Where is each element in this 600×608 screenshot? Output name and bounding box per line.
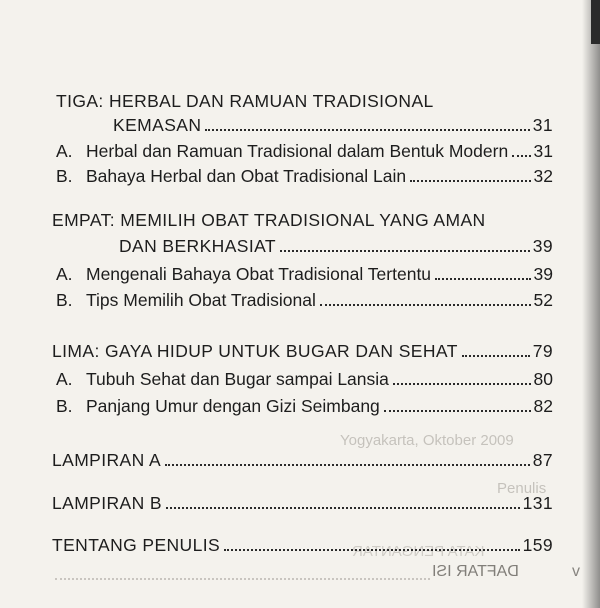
entry-letter: A. bbox=[56, 369, 73, 389]
page-number: 32 bbox=[533, 166, 553, 186]
toc-tentang-penulis bbox=[52, 533, 553, 557]
toc-chapter-lima-title bbox=[52, 339, 553, 363]
show-through-date-text: Yogyakarta, Oktober 2009 bbox=[340, 432, 514, 449]
toc-entry-empat-a bbox=[52, 262, 553, 286]
toc-entry-empat-b bbox=[52, 288, 553, 312]
dot-leader bbox=[384, 410, 531, 412]
page-number: 39 bbox=[532, 236, 553, 256]
show-through-signature-text: Penulis bbox=[497, 480, 547, 497]
page-edge-shadow bbox=[582, 0, 600, 608]
toc-lampiran-a bbox=[52, 448, 553, 472]
dot-leader bbox=[166, 507, 520, 509]
dot-leader bbox=[224, 549, 520, 551]
page-number: 131 bbox=[522, 493, 553, 513]
entry-letter: B. bbox=[56, 166, 73, 186]
entry-letter: B. bbox=[56, 396, 73, 416]
dot-leader bbox=[320, 304, 531, 306]
dot-leader bbox=[205, 129, 529, 131]
toc-chapter-tiga-title-cont bbox=[52, 113, 553, 137]
dot-leader bbox=[410, 180, 530, 182]
toc-chapter-empat-title bbox=[52, 208, 553, 232]
page-number: 87 bbox=[532, 450, 553, 470]
page-number: 39 bbox=[533, 264, 553, 284]
entry-text: Panjang Umur dengan Gizi Seimbang bbox=[86, 396, 380, 416]
toc-lampiran-b bbox=[52, 491, 553, 515]
show-through-dotted-line bbox=[55, 578, 430, 580]
page-number: 79 bbox=[532, 341, 553, 361]
toc-entry-tiga-a bbox=[52, 139, 553, 163]
entry-text: Tubuh Sehat dan Bugar sampai Lansia bbox=[86, 369, 389, 389]
chapter-title-cont: DAN BERKHASIAT bbox=[119, 236, 276, 256]
page-number: 52 bbox=[533, 290, 553, 310]
entry-letter: B. bbox=[56, 290, 73, 310]
page-number: 80 bbox=[533, 369, 553, 389]
entry-text: Bahaya Herbal dan Obat Tradisional Lain bbox=[86, 166, 407, 186]
toc-chapter-empat-title-cont bbox=[52, 234, 553, 258]
chapter-title-cont: KEMASAN bbox=[113, 115, 202, 135]
page-edge-mark bbox=[591, 0, 600, 44]
chapter-title: EMPAT: MEMILIH OBAT TRADISIONAL YANG AMAN bbox=[52, 210, 486, 230]
entry-title: LAMPIRAN A bbox=[52, 450, 162, 470]
dot-leader bbox=[165, 464, 530, 466]
show-through-page-number bbox=[572, 563, 580, 581]
dot-leader bbox=[462, 355, 530, 357]
entry-text: Mengenali Bahaya Obat Tradisional Tertentu bbox=[86, 264, 432, 284]
entry-text: Herbal dan Ramuan Tradisional dalam Bentuk Modern bbox=[86, 141, 509, 161]
chapter-title: LIMA: GAYA HIDUP UNTUK BUGAR DAN SEHAT bbox=[52, 341, 458, 361]
entry-title: LAMPIRAN B bbox=[52, 493, 162, 513]
show-through-heading-1-text: KATA PENGANTAR bbox=[352, 543, 485, 560]
entry-letter: A. bbox=[56, 141, 73, 161]
toc-entry-lima-a bbox=[52, 367, 553, 391]
toc-entry-lima-b bbox=[52, 394, 553, 418]
dot-leader bbox=[280, 250, 530, 252]
dot-leader bbox=[512, 155, 530, 157]
entry-letter: A. bbox=[56, 264, 73, 284]
dot-leader bbox=[435, 278, 530, 280]
chapter-title: TIGA: HERBAL DAN RAMUAN TRADISIONAL bbox=[56, 91, 434, 111]
dot-leader bbox=[393, 383, 531, 385]
show-through-date bbox=[340, 432, 514, 449]
entry-text: Tips Memilih Obat Tradisional bbox=[86, 290, 316, 310]
page-number: 159 bbox=[522, 535, 553, 555]
page-number: 82 bbox=[533, 396, 553, 416]
entry-title: TENTANG PENULIS bbox=[52, 535, 221, 555]
page-number: 31 bbox=[532, 115, 553, 135]
toc-entry-tiga-b bbox=[52, 164, 553, 188]
toc-chapter-tiga-title bbox=[52, 89, 557, 113]
page-number: 31 bbox=[533, 141, 553, 161]
show-through-page-number-text: v bbox=[572, 563, 580, 580]
show-through-heading-2-text: DAFTAR ISI bbox=[432, 563, 519, 580]
show-through-heading-2 bbox=[432, 563, 519, 581]
